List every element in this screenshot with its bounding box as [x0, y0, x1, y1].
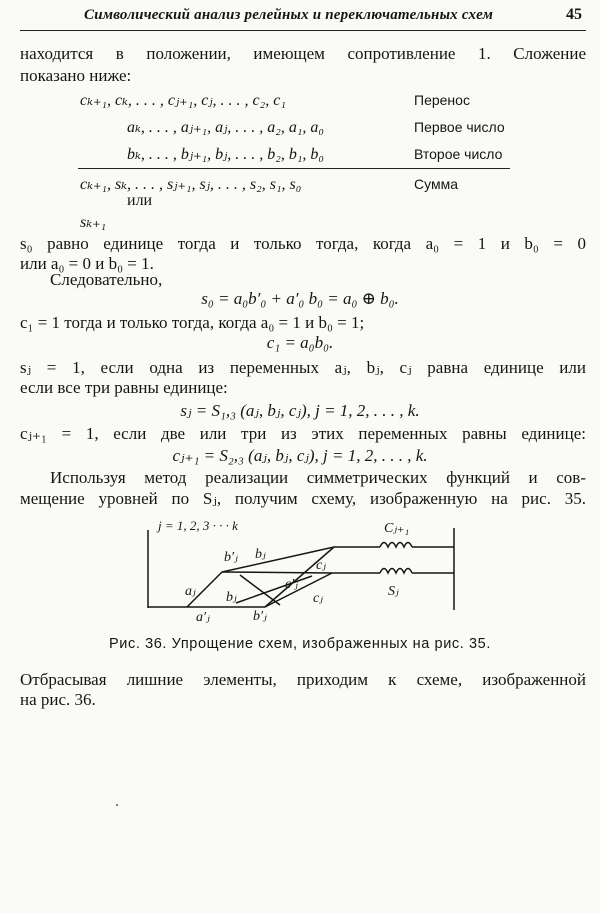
- contact-label-aj-prime: a′ⱼ: [196, 610, 210, 625]
- figure-caption: Рис. 36. Упрощение схем, изображенных на рис. 35.: [109, 636, 491, 652]
- first-number-label: Первое число: [414, 119, 505, 135]
- paragraph-line: cⱼ₊₁ = 1, если две или три из этих переменных равны единице:: [20, 424, 586, 443]
- contact-label-aj: aⱼ: [185, 584, 196, 599]
- running-header: [20, 4, 586, 31]
- paragraph-line: c₁ = 1 тогда и только тогда, когда a₀ = 1 и b₀ = 1;: [20, 313, 365, 332]
- contact-label-bj-upper: bⱼ: [255, 547, 266, 562]
- paragraph-line: мещение уровней по Sⱼ, получим схему, изображенную на рис. 35.: [20, 489, 586, 508]
- paragraph-line: показано ниже:: [20, 66, 132, 85]
- index-range-label: j = 1, 2, 3 · · · k: [158, 518, 238, 533]
- contact-label-bj-lower: bⱼ: [226, 590, 237, 605]
- paragraph-line: Следовательно,: [50, 270, 163, 289]
- sum-row: cₖ₊₁, sₖ, . . . , sⱼ₊₁, sⱼ, . . . , s₂, s₁, s₀: [80, 176, 302, 193]
- paragraph-line: s₀ равно единице тогда и только тогда, когда a₀ = 1 и b₀ = 0: [20, 234, 586, 253]
- formula-sj: sⱼ = S₁,₃ (aⱼ, bⱼ, cⱼ), j = 1, 2, . . . , k.: [180, 401, 420, 420]
- or-word: или: [127, 192, 153, 209]
- formula-c1: c₁ = a₀b₀.: [266, 333, 334, 352]
- contact-label-bj-prime-upper: b′ⱼ: [224, 550, 238, 565]
- paragraph-line: Используя метод реализации симметрических функций и сов-: [50, 468, 586, 487]
- relay-circuit-diagram: [0, 510, 600, 630]
- running-title: Символический анализ релейных и переключательных схем: [84, 7, 494, 23]
- coil-lower: [380, 569, 412, 574]
- second-number-label: Второе число: [414, 146, 503, 162]
- sum-high-row: sₖ₊₁: [80, 214, 107, 231]
- contact-label-cj-lower: cⱼ: [313, 591, 323, 606]
- paragraph-line: если все три равны единице:: [20, 378, 228, 397]
- formula-s0: s₀ = a₀b′₀ + a′₀ b₀ = a₀ ⊕ b₀.: [201, 289, 399, 308]
- paragraph-line: находится в положении, имеющем сопротивление 1. Сложение: [20, 44, 586, 63]
- carry-label: Перенос: [414, 92, 470, 108]
- contact-label-cj-upper: cⱼ: [316, 558, 326, 573]
- paper-speck: [116, 804, 118, 806]
- carry-row: cₖ₊₁, cₖ, . . . , cⱼ₊₁, cⱼ, . . . , c₂, c₁: [80, 92, 286, 109]
- paragraph-line: или a₀ = 0 и b₀ = 1.: [20, 254, 154, 273]
- paragraph-line: на рис. 36.: [20, 690, 96, 709]
- paragraph-line: Отбрасывая лишние элементы, приходим к схеме, изображенной: [20, 670, 586, 689]
- sum-rule: [78, 168, 510, 169]
- contact-label-bj-prime-lower: b′ⱼ: [253, 609, 267, 624]
- formula-cj1: cⱼ₊₁ = S₂,₃ (aⱼ, bⱼ, cⱼ), j = 1, 2, . . . , k.: [172, 446, 428, 465]
- page-number: 45: [566, 6, 582, 23]
- coil-upper: [380, 543, 412, 548]
- contact-label-cj-prime: c′ⱼ: [285, 577, 298, 592]
- coil-label-upper: Cⱼ₊₁: [384, 521, 410, 536]
- paragraph-line: sⱼ = 1, если одна из переменных aⱼ, bⱼ, cⱼ равна единице или: [20, 358, 586, 377]
- first-number-row: aₖ, . . . , aⱼ₊₁, aⱼ, . . . , a₂, a₁, a₀: [127, 119, 324, 136]
- sum-label: Сумма: [414, 176, 458, 192]
- coil-label-lower: Sⱼ: [388, 584, 399, 599]
- second-number-row: bₖ, . . . , bⱼ₊₁, bⱼ, . . . , b₂, b₁, b₀: [127, 146, 324, 163]
